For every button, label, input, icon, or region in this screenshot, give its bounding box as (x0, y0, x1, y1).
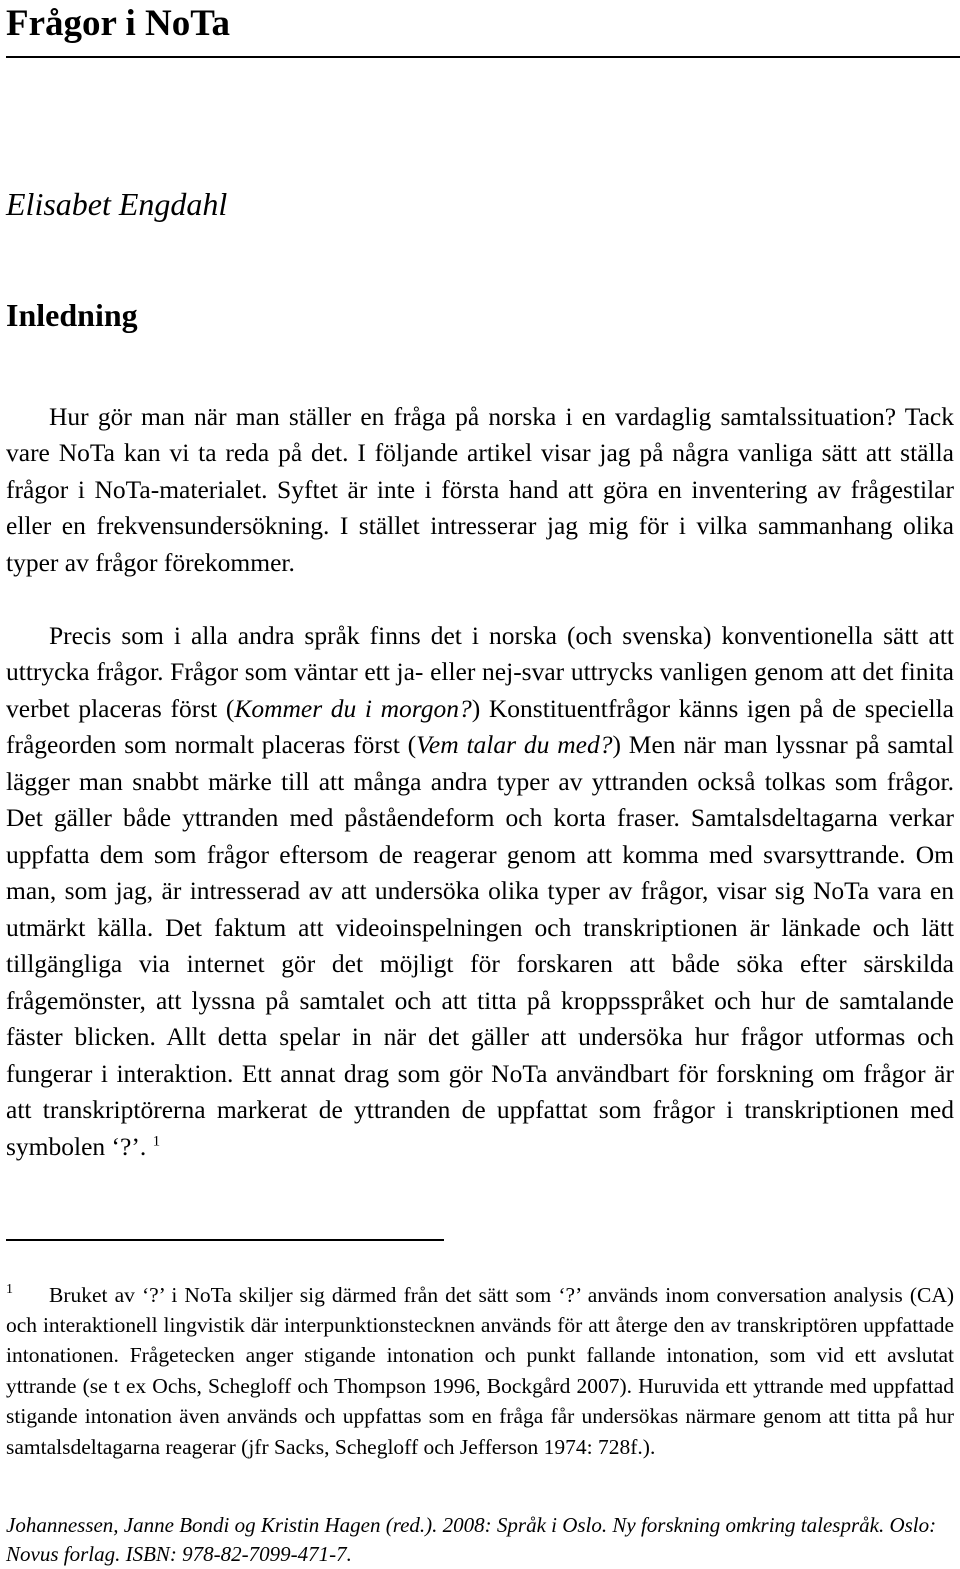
section-heading: Inledning (6, 297, 138, 333)
author-name: Elisabet Engdahl (6, 186, 228, 222)
example-question-2: Vem talar du med? (416, 730, 613, 759)
paragraph-2-part-3: ) Men när man lyssnar på samtal lägger man snabbt märke till att många andra typer av yttranden också tolkas som frågor. Det gäller både yttranden med påståendeform och korta fraser. Samtalsdeltagarna verkar uppfatta dem som frågor eftersom de reagerar genom att komma med svarsyttrande. Om man, som jag, är intresserad av att undersöka olika typer av frågor, visar sig NoTa vara en utmärkt källa. Det faktum att videoinspelningen och transkriptionen är länkade och lätt tillgängliga via internet gör det möjligt för forskaren att både söka efter särskilda frågemönster, att lyssna på samtalet och att titta på kroppsspråket och hur de samtalande fäster blicken. Allt detta spelar in när det gäller att undersöka hur frågor utformas och fungerar i interaktion. Ett annat drag som gör NoTa användbart för forskning om frågor är att transkriptörerna markerat de yttranden de uppfattat som frågor i transkriptionen med symbolen ‘?’. (6, 730, 954, 1161)
title-block (6, 0, 960, 60)
paragraph-2-part-1: Precis som i alla andra språk finns det i norska (och svenska) konventionella sätt att uttrycka frågor. Frågor som väntar ett ja- eller nej-svar uttrycks vanligen genom att det finita verbet placeras först ( (6, 620, 954, 723)
footnote: 1 Bruket av ‘?’ i NoTa skiljer sig därmed från det sätt som ‘?’ används inom conversation analysis (CA) och interaktionell lingvistik där interpunktionstecknen används för att återge den av transkriptören uppfattade intonationen. Frågetecken anger stigande intonation och punkt fallande intonation, som vid ett avslutat yttrande (se t ex Ochs, Schegloff och Thompson 1996, Bockgård 2007). Huruvida ett yttrande med uppfattad stigande intonation även används och uppfattas som en fråga får undersökas närmare genom att titta på hur samtalsdeltagarna reagerar (jfr Sacks, Schegloff och Jefferson 1974: 728f.). (6, 1282, 954, 1459)
footnote-text: Bruket av ‘?’ i NoTa skiljer sig därmed från det sätt som ‘?’ används inom conversation analysis (CA) och interaktionell lingvistik där interpunktionstecknen används för att återge den av transkriptören uppfattade intonationen. Frågetecken anger stigande intonation och punkt fallande intonation, som vid ett avslutat yttrande (se t ex Ochs, Schegloff och Thompson 1996, Bockgård 2007). Huruvida ett yttrande med uppfattad stigande intonation även används och uppfattas som en fråga får undersökas närmare genom att titta på hur samtalsdeltagarna reagerar (jfr Sacks, Schegloff och Jefferson 1974: 728f.). (6, 1282, 954, 1459)
paragraph-2 (6, 618, 954, 1166)
paragraph-2-part-2: ) Konstituentfrågor känns igen på de speciella frågeorden som normalt placeras först ( (6, 693, 955, 759)
footnote-reference[interactable]: 1 (152, 1133, 161, 1149)
footnote-separator (6, 1239, 444, 1241)
title-rule (6, 56, 960, 58)
page-title: Frågor i NoTa (6, 3, 231, 44)
paragraph-1: Hur gör man när man ställer en fråga på norska i en vardaglig samtalssituation? Tack vare NoTa kan vi ta reda på det. I följande artikel visar jag på några vanliga sätt att ställa frågor i NoTa-materialet. Syftet är inte i första hand att göra en inventering av frågestilar eller en frekvensundersökning. I stället intresserar jag mig för i vilka sammanhang olika typer av frågor förekommer. (6, 401, 954, 577)
source-citation: Johannessen, Janne Bondi og Kristin Hagen (red.). 2008: Språk i Oslo. Ny forskning omkring talespråk. Oslo: Novus forlag. ISBN: 978-82-7099-471-7. (6, 1513, 937, 1566)
example-question-1: Kommer du i morgon? (234, 693, 472, 723)
